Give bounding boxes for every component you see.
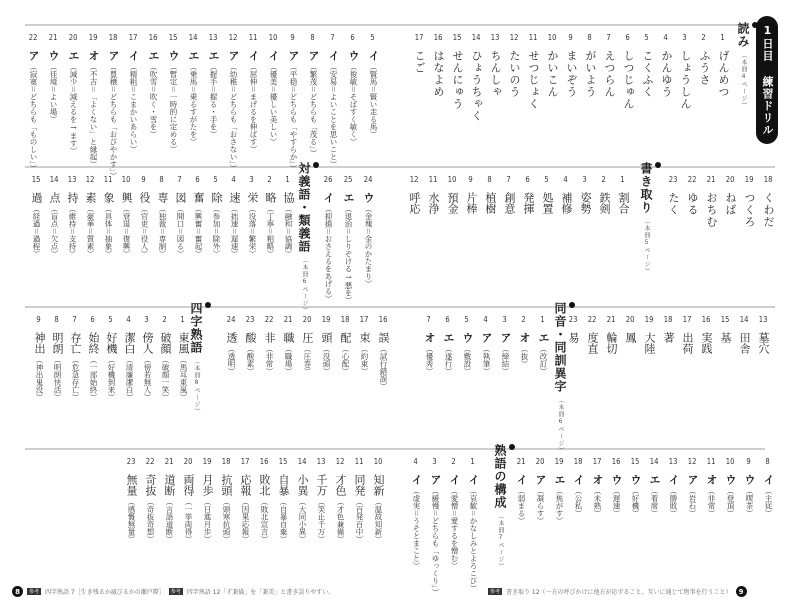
answer-item: 21 おちむ	[705, 175, 718, 228]
answer-item: 21 イ （弱まる）	[515, 457, 528, 525]
answer-item: 10 知新 （温故知新）	[372, 457, 385, 543]
answer-item: 20 ア （凝らす）	[534, 457, 547, 525]
answer-item: 6 奮 （興奮＝奮起）	[192, 175, 205, 258]
note-tag: 参考	[490, 589, 501, 595]
answer-item: 13 墓穴	[757, 315, 770, 354]
section-heading-jukugo: 熟語の構成（本冊7ページ）	[492, 444, 515, 570]
answer-item: 9 ア （平穏＝どちらも「やすらか」）	[287, 33, 300, 172]
answer-item: 17 こご	[413, 33, 426, 74]
answer-item: 10 預金	[446, 175, 459, 214]
answer-item: 13 千万 （笑止千万）	[315, 457, 328, 543]
answer-item: 19 月歩 （日進月歩）	[201, 457, 214, 543]
answer-item: 2 ふうさ	[698, 33, 711, 86]
answer-item: 9 役 （官吏＝役人）	[138, 175, 151, 258]
answer-item: 23 無量 （感慨無量）	[125, 457, 138, 543]
divider	[25, 448, 765, 450]
answer-item: 22 奇抜 （奇抜奇想）	[144, 457, 157, 543]
answer-item: 12 素 （豪華＝質素）	[84, 175, 97, 258]
divider	[25, 166, 775, 168]
answer-item: 1 東風 （馬耳東風）	[177, 315, 190, 401]
answer-item: 8 明朗 （明朗快活）	[51, 315, 64, 401]
answer-item: 10 ウ （登頂）	[724, 457, 737, 517]
answer-item: 11 イ （屈伸＝まげるを伸ばす）	[247, 33, 260, 153]
section-heading-yomi: 読み（本冊4ページ）	[735, 22, 758, 109]
answer-item: 18 ア （豊穣＝どちらも「おびやかす」）	[107, 33, 120, 180]
answer-item: 9 まいぞう	[565, 33, 578, 98]
answer-item: 19 頭 （没頭）	[320, 315, 333, 375]
answer-item: 1 イ （哀歓＝かなしみとよろこび）	[467, 457, 480, 592]
answer-item: 14 小異 （大同小異）	[296, 457, 309, 543]
answer-item: 12 呼応	[408, 175, 421, 214]
answer-item: 3 ア （締結）	[499, 315, 512, 375]
answer-item: 1 エ （改訂）	[537, 315, 550, 375]
bullet-icon	[569, 302, 575, 308]
answer-item: 4 速 （拙速＝遅速）	[228, 175, 241, 258]
yomi-list	[25, 32, 775, 180]
answer-item: 10 かいこん	[546, 33, 559, 98]
answer-item: 9 神出 （神出鬼没）	[33, 315, 46, 401]
answer-item: 12 才色 （才色兼備）	[334, 457, 347, 543]
answer-item: 20 鳳	[624, 315, 637, 343]
footer-note: 四字熟語 7［生き残るか滅びるかの瀬戸際］	[45, 589, 165, 596]
answer-item: 5 ウ （敷設）	[461, 315, 474, 375]
answer-item: 11 水浄	[427, 175, 440, 214]
answer-item: 20 エ （減少＝減えるを→ます）	[67, 33, 80, 155]
bullet-icon	[205, 302, 211, 308]
answer-item: 7 創意	[503, 175, 516, 214]
answer-item: 15 せんにゅう	[451, 33, 464, 110]
answer-item: 15 自暴 （自暴自棄）	[277, 457, 290, 543]
answer-item: 18 著	[662, 315, 675, 343]
answer-item: 23 たく	[667, 175, 680, 216]
answer-item: 7 図 （開口＝図る）	[174, 175, 187, 258]
answer-item: 5 処置	[541, 175, 554, 214]
answer-item: 4 イ （虚実＝うそとまこと）	[410, 457, 423, 570]
section-heading-yoji: 四字熟語（本冊8ページ）	[188, 302, 211, 415]
answer-item: 21 道断 （言語道断）	[163, 457, 176, 543]
answer-item: 9 ウ （喫茶）	[743, 457, 756, 517]
footer-note: 四字熟語 12「才兼備」を「兼美」と書き誤りやすい。	[186, 589, 335, 596]
answer-item: 6 エ （遂行）	[442, 315, 455, 375]
footer-note: 書き取り 12（一方の呼びかけに他方が応ずること。互いに通じて物事を行うこと）	[506, 589, 732, 596]
divider	[25, 24, 745, 26]
answer-item: 14 エ （乗馬＝乗るすがたを）	[187, 33, 200, 146]
answer-item: 4 かんゆう	[660, 33, 673, 98]
answer-item: 20 両得 （一挙両得）	[182, 457, 195, 543]
answer-item: 24 ウ （金塊＝金のかたまり）	[362, 175, 375, 288]
answer-item: 17 イ （精粗＝こまかいあらい）	[127, 33, 140, 153]
answer-item: 6 始終 （一部始終）	[87, 315, 100, 401]
answer-item: 16 実践	[700, 315, 713, 354]
answer-item: 2 オ （抜）	[518, 315, 531, 368]
answer-item: 23 易	[567, 315, 580, 343]
section-heading-doon: 同音・同訓異字（本冊6ページ）	[552, 302, 575, 454]
answer-item: 15 過 （経過＝過程）	[30, 175, 43, 258]
answer-item: 3 栄 （没落＝繁栄）	[246, 175, 259, 258]
answer-item: 22 非 （非常）	[263, 315, 276, 375]
answer-item: 15 ウ （好機）	[629, 457, 642, 517]
band-3	[25, 314, 775, 444]
answer-item: 21 輪切	[605, 315, 618, 354]
answer-item: 7 存亡 （危急存亡）	[69, 315, 82, 401]
answer-item: 2 鉄剣	[598, 175, 611, 214]
answer-item: 16 エ （吹雪＝吹く・雪を）	[147, 33, 160, 138]
answer-item: 3 しょうしん	[679, 33, 692, 110]
answer-item: 16 ウ （遅速）	[610, 457, 623, 517]
note-tag: 参考	[29, 589, 40, 595]
answer-item: 20 圧 （圧巻）	[301, 315, 314, 375]
answer-item: 8 植樹	[484, 175, 497, 214]
answer-item: 23 酸 （酸素）	[244, 315, 257, 375]
answer-item: 18 配 （心配）	[339, 315, 352, 375]
footer-left	[12, 586, 334, 597]
answer-item: 8 専 （独裁＝専制）	[156, 175, 169, 258]
answer-item: 16 誤 （試行錯誤）	[377, 315, 390, 390]
answer-item: 2 略 （丁寧＝粗略）	[264, 175, 277, 258]
page-number-left: 8	[12, 586, 23, 597]
answer-item: 1 げんめつ	[717, 33, 730, 98]
answer-item: 6 発揮	[522, 175, 535, 214]
bullet-icon	[509, 444, 515, 450]
answer-item: 17 出荷	[681, 315, 694, 354]
answer-item: 1 協 （融和＝協調）	[282, 175, 295, 258]
band-2	[25, 174, 775, 304]
answer-item: 6 ウ （俊敏＝そばすく敏く）	[347, 33, 360, 146]
answer-item: 17 応報 （因果応報）	[239, 457, 252, 543]
section-heading-taigi: 対義語・類義語（本冊6ページ）	[296, 162, 319, 314]
answer-item: 8 イ （主従）	[762, 457, 775, 517]
answer-item: 22 ゆる	[686, 175, 699, 216]
answer-item: 10 イ （優美＝優しい美しい）	[267, 33, 280, 146]
answer-item: 5 イ （賢馬＝賢い走る馬）	[367, 33, 380, 138]
answer-item: 4 ア （執筆）	[480, 315, 493, 375]
answer-item: 13 ちんしゃ	[489, 33, 502, 98]
bullet-icon	[655, 162, 661, 168]
answer-item: 9 片棒	[465, 175, 478, 214]
answer-item: 6 しつじゅん	[622, 33, 635, 110]
divider	[25, 306, 775, 308]
answer-item: 7 えつらん	[603, 33, 616, 98]
answer-item: 19 大陸	[643, 315, 656, 354]
answer-item: 22 ア （寂寞＝どちらも「ものしい」）	[27, 33, 40, 172]
answer-item: 14 田舎	[738, 315, 751, 354]
answer-item: 8 がいよう	[584, 33, 597, 98]
answer-item: 18 イ （公私）	[572, 457, 585, 517]
answer-item: 13 エ （握手＝握る・手を）	[207, 33, 220, 138]
page-number-right: 9	[736, 586, 747, 597]
answer-item: 14 点 （盲点＝欠点）	[48, 175, 61, 258]
answer-item: 5 こくふく	[641, 33, 654, 98]
answer-item: 2 破顔 （破顔一笑）	[159, 315, 172, 401]
note-tag: 参考	[170, 589, 181, 595]
answer-item: 19 オ （不吉＝「よくない」と縁起）	[87, 33, 100, 168]
answer-item: 14 ひょうちゃく	[470, 33, 483, 122]
answer-item: 1 割合	[617, 175, 630, 214]
answer-item: 2 イ （愛憎＝愛するを憎む）	[448, 457, 461, 570]
answer-item: 8 ア （繁茂＝どちらも「茂る」）	[307, 33, 320, 157]
bullet-icon	[313, 162, 319, 168]
answer-item: 5 除 （参加＝除外）	[210, 175, 223, 258]
answer-item: 12 ア （幼稚＝どちらも「おさない」）	[227, 33, 240, 172]
answer-item: 19 つくろ	[743, 175, 756, 228]
answer-item: 14 エ （着席）	[648, 457, 661, 517]
answer-item: 3 傍人 （傍若無人）	[141, 315, 154, 401]
answer-item: 11 象 （具体＝抽象）	[102, 175, 115, 258]
answer-item: 13 持 （維持＝支持）	[66, 175, 79, 258]
answer-item: 25 エ （退治＝しりぞける→悪を）	[342, 175, 355, 304]
answer-item: 7 イ （安易＝よいことを思いこと）	[327, 33, 340, 168]
answer-item: 17 オ （未熟）	[591, 457, 604, 517]
answer-item: 7 オ （優秀）	[423, 315, 436, 375]
footer-right	[488, 586, 747, 597]
answer-item: 4 潔白 （清廉潔白）	[123, 315, 136, 401]
answer-item: 16 はなよめ	[432, 33, 445, 98]
answer-item: 24 透 （透明）	[225, 315, 238, 375]
answer-item: 3 姿勢	[579, 175, 592, 214]
answer-item: 11 せつじょく	[527, 33, 540, 110]
answer-item: 11 オ （非常）	[705, 457, 718, 517]
answer-item: 5 好機 （好機到来）	[105, 315, 118, 401]
answer-item: 18 抗頭 （頭寒抗頭）	[220, 457, 233, 543]
answer-item: 18 くわだ	[762, 175, 775, 228]
answer-item: 21 職 （職場）	[282, 315, 295, 375]
answer-item: 22 度直	[586, 315, 599, 354]
answer-item: 3 ア （緩慢＝どちらも「ゆっくり」）	[429, 457, 442, 596]
answer-item: 16 敗北 （敗北宣言）	[258, 457, 271, 543]
answer-item: 11 同発 （百発百中）	[353, 457, 366, 543]
section-heading-kakitori: 書き取り（本冊5ページ）	[638, 162, 661, 275]
answer-item: 12 たいのう	[508, 33, 521, 98]
drill-title: 1日目 練習ドリル	[756, 16, 778, 144]
bullet-icon	[752, 22, 758, 28]
answer-item: 20 ねば	[724, 175, 737, 216]
answer-item: 15 基	[719, 315, 732, 343]
answer-item: 26 イ （抑揚＝おさえるをあげる）	[322, 175, 335, 303]
answer-item: 17 束 （約束）	[358, 315, 371, 375]
answer-item: 10 興 （衰退＝復興）	[120, 175, 133, 258]
answer-item: 12 ア （岩石）	[686, 457, 699, 517]
answer-item: 13 イ （勝敗）	[667, 457, 680, 517]
answer-item: 21 ウ （佳境＝よい場）	[47, 33, 60, 123]
answer-item: 4 補修	[560, 175, 573, 214]
answer-item: 15 ウ （暫定＝一時的に定める）	[167, 33, 180, 153]
answer-item: 19 エ （焦がす）	[553, 457, 566, 525]
